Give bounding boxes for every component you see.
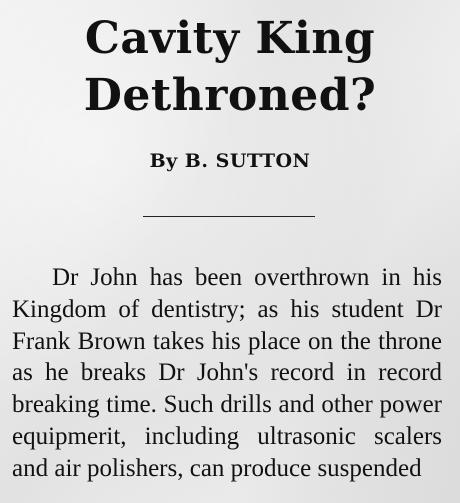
article-byline: By B. SUTTON <box>149 150 311 172</box>
article-headline: Cavity King Dethroned? <box>83 13 377 121</box>
divider-rule <box>143 216 315 217</box>
article-body: Dr John has been overthrown in his Kingdom of dentistry; as his student Dr Frank Brown takes his place on the throne as he breaks Dr John's record in record breaking time. Such drills and other power equipmerit, including ultrasonic scalers and air polishers, can produce suspended <box>12 264 442 482</box>
